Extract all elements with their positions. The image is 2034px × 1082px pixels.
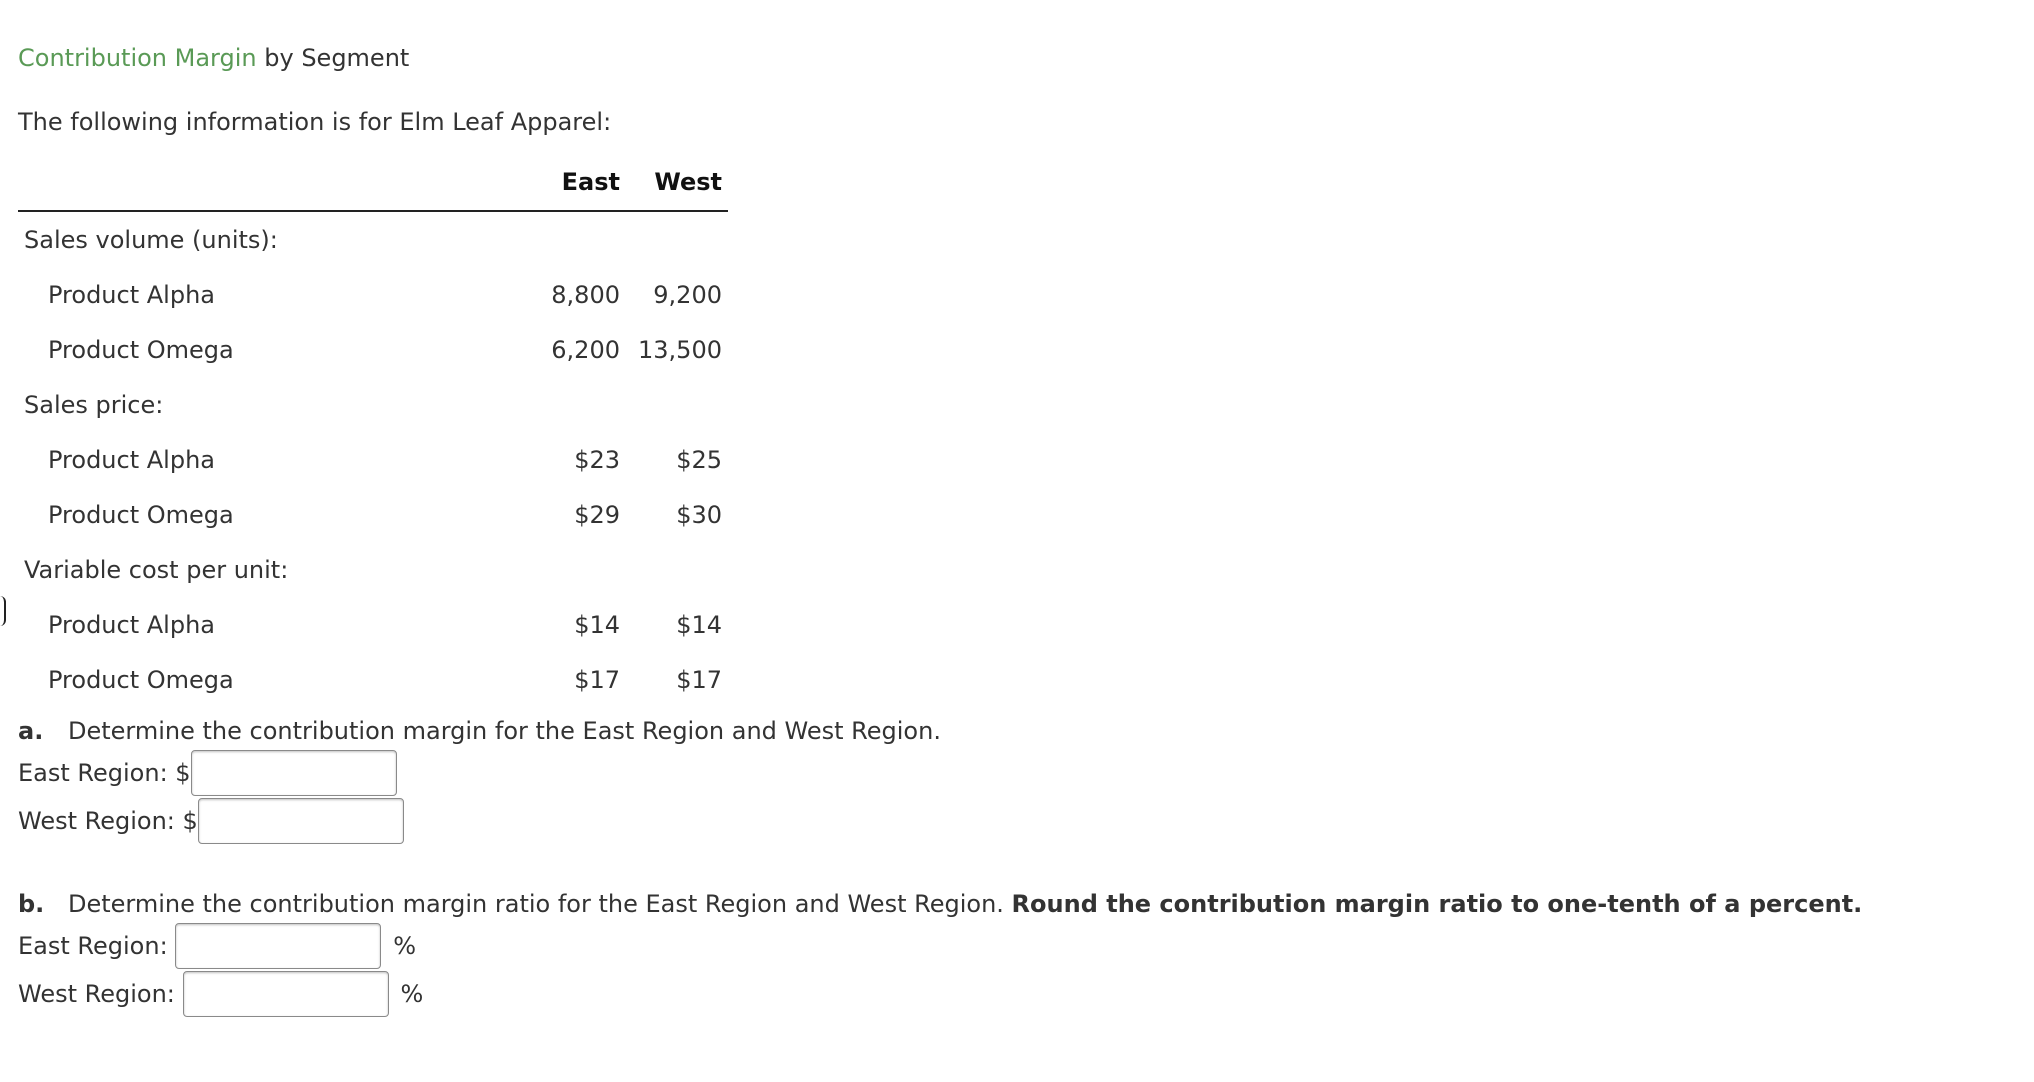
- question-b-emphasis: Round the contribution margin ratio to one-tenth of a percent.: [1011, 890, 1863, 918]
- question-a-letter: a.: [18, 717, 44, 745]
- west-margin-ratio-input[interactable]: [183, 971, 389, 1017]
- table-header-row: [18, 158, 728, 211]
- east-margin-ratio-input[interactable]: [175, 923, 381, 969]
- table-row: [18, 322, 728, 377]
- question-a-text: Determine the contribution margin for the East Region and West Region.: [68, 717, 941, 745]
- table-row: [18, 487, 728, 542]
- table-row: [18, 652, 728, 707]
- row-label: Product Alpha: [48, 280, 215, 309]
- page-title: [18, 40, 2018, 76]
- question-a: [18, 713, 2018, 749]
- left-edge-mark: [0, 596, 6, 626]
- row-label: Product Omega: [48, 665, 234, 694]
- row-label: Product Alpha: [48, 445, 215, 474]
- section-row-sales-volume: [18, 211, 728, 267]
- west-value: $14: [676, 610, 722, 639]
- title-rest: by Segment: [256, 44, 410, 72]
- west-value: $17: [676, 665, 722, 694]
- percent-unit: %: [393, 932, 417, 960]
- table-row: [18, 597, 728, 652]
- answer-b-east-label: East Region:: [18, 932, 176, 960]
- answer-b-east-row: [18, 922, 2018, 970]
- west-contribution-margin-input[interactable]: [198, 798, 404, 844]
- problem-page: [18, 40, 2018, 1018]
- east-contribution-margin-input[interactable]: [191, 750, 397, 796]
- question-b: [18, 886, 2018, 922]
- row-label: Product Omega: [48, 500, 234, 529]
- section-label: Sales price:: [24, 390, 164, 419]
- section-label: Variable cost per unit:: [24, 555, 289, 584]
- answer-a-west-label: West Region: $: [18, 807, 198, 835]
- table-row: [18, 267, 728, 322]
- answer-a-east-row: [18, 749, 2018, 797]
- east-value: $14: [574, 610, 620, 639]
- title-accent[interactable]: Contribution Margin: [18, 44, 257, 72]
- east-value: $17: [574, 665, 620, 694]
- east-value: 8,800: [551, 280, 620, 309]
- answer-a-west-row: [18, 797, 2018, 845]
- answer-b-west-label: West Region:: [18, 980, 183, 1008]
- answer-b-west-row: [18, 970, 2018, 1018]
- header-west: West: [626, 158, 728, 211]
- west-value: 9,200: [653, 280, 722, 309]
- row-label: Product Alpha: [48, 610, 215, 639]
- header-east: East: [526, 158, 626, 211]
- row-label: Product Omega: [48, 335, 234, 364]
- question-b-letter: b.: [18, 890, 45, 918]
- section-label: Sales volume (units):: [24, 225, 278, 254]
- question-b-text: Determine the contribution margin ratio for the East Region and West Region.: [68, 890, 1012, 918]
- answer-a-east-label: East Region: $: [18, 759, 191, 787]
- east-value: 6,200: [551, 335, 620, 364]
- west-value: 13,500: [638, 335, 722, 364]
- info-table: [18, 158, 728, 707]
- header-blank: [18, 158, 526, 211]
- intro-text: The following information is for Elm Leaf Apparel:: [18, 108, 612, 136]
- east-value: $23: [574, 445, 620, 474]
- table-row: [18, 432, 728, 487]
- west-value: $30: [676, 500, 722, 529]
- percent-unit: %: [400, 980, 424, 1008]
- west-value: $25: [676, 445, 722, 474]
- section-row-sales-price: [18, 377, 728, 432]
- east-value: $29: [574, 500, 620, 529]
- section-row-variable-cost: [18, 542, 728, 597]
